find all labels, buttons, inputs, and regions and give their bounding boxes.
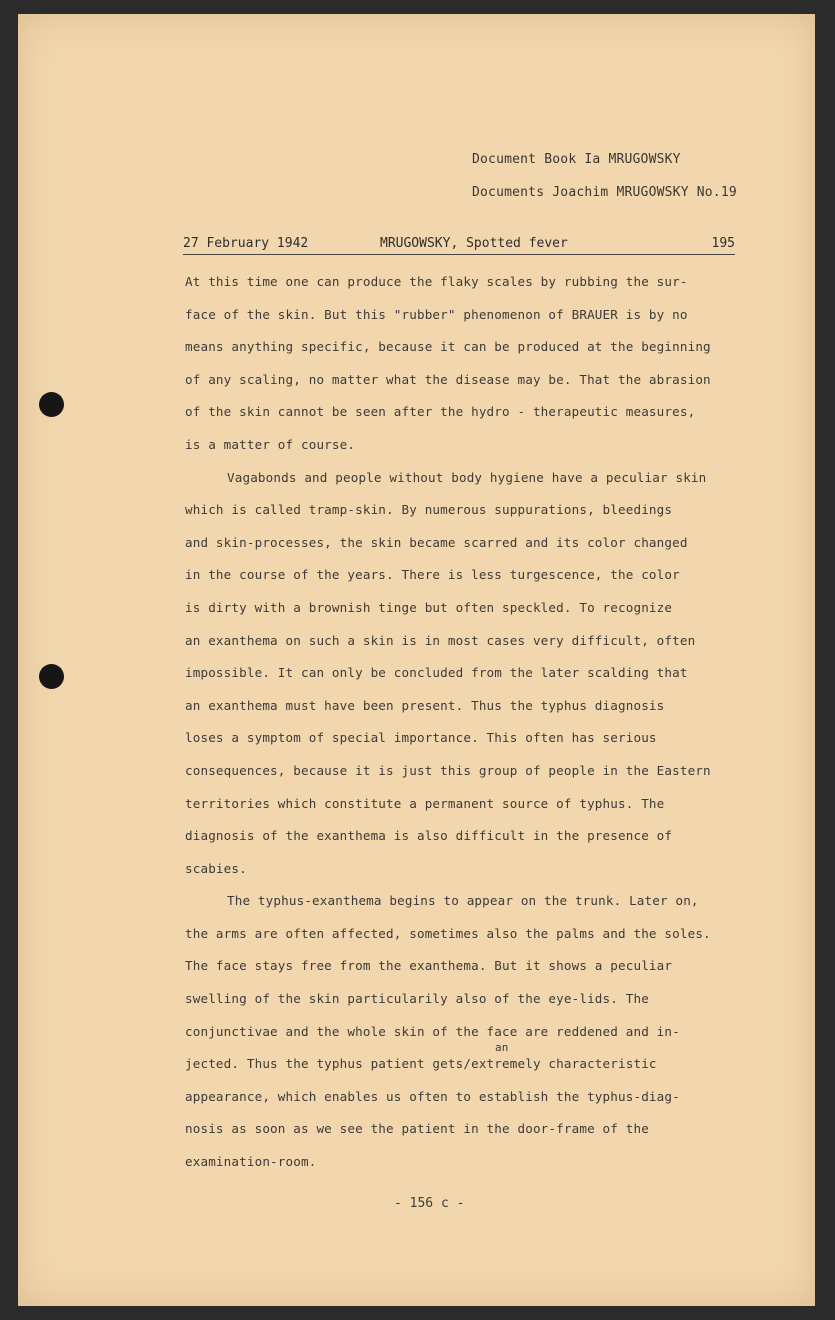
text-line: scabies. [185,860,247,876]
text-line: The typhus-exanthema begins to appear on the trunk. Later on, [227,893,699,909]
text-line: examination-room. [185,1154,317,1170]
header-date: 27 February 1942 [183,236,309,251]
text-line: diagnosis of the exanthema is also difficult in the presence of [185,828,673,844]
text-line: swelling of the skin particularily also of the eye-lids. The [185,991,649,1007]
text-line: Vagabonds and people without body hygiene have a peculiar skin [227,469,707,485]
body-text [185,272,775,1185]
text-line: nosis as soon as we see the patient in the door-frame of the [185,1121,649,1137]
text-line: is dirty with a brownish tinge but often speckled. To recognize [185,599,673,615]
text-line: face of the skin. But this "rubber" phenomenon of BRAUER is by no [185,306,688,322]
text-line: an exanthema must have been present. Thus the typhus diagnosis [185,697,665,713]
header-author-title: MRUGOWSKY, Spotted fever [380,236,568,251]
text-line: is a matter of course. [185,436,356,452]
text-line-with-insertion [185,1041,775,1087]
text-line: impossible. It can only be concluded from the later scalding that [185,665,688,681]
text-line: which is called tramp-skin. By numerous suppurations, bleedings [185,502,673,518]
handwritten-insertion: an [495,1041,509,1055]
document-number-ref: Documents Joachim MRUGOWSKY No.19 [472,185,737,200]
header-page-number: 195 [711,236,735,251]
text-line: At this time one can produce the flaky scales by rubbing the sur- [185,274,688,289]
text-line: appearance, which enables us often to establish the typhus-diag- [185,1088,680,1104]
text-line: The face stays free from the exanthema. But it shows a peculiar [185,958,673,974]
text-line: territories which constitute a permanent source of typhus. The [185,795,665,811]
text-line: in the course of the years. There is less turgescence, the color [185,567,680,583]
text-line: consequences, because it is just this group of people in the Eastern [185,762,711,778]
text-line: and skin-processes, the skin became scarred and its color changed [185,534,688,550]
running-header [183,236,735,255]
page-footer: - 156 c - [394,1196,465,1211]
text-line: of any scaling, no matter what the disease may be. That the abrasion [185,371,711,387]
document-book-ref: Document Book Ia MRUGOWSKY [472,152,681,167]
punch-hole-upper [39,392,64,417]
punch-hole-lower [39,664,64,689]
text-line: conjunctivae and the whole skin of the face are reddened and in- [185,1023,680,1039]
text-line: means anything specific, because it can be produced at the beginning [185,339,711,355]
text-line: jected. Thus the typhus patient gets/extremely characteristic [185,1056,657,1072]
text-line: an exanthema on such a skin is in most cases very difficult, often [185,632,696,648]
text-line: of the skin cannot be seen after the hydro - therapeutic measures, [185,404,696,420]
text-line: the arms are often affected, sometimes also the palms and the soles. [185,925,711,941]
text-line: loses a symptom of special importance. This often has serious [185,730,657,746]
